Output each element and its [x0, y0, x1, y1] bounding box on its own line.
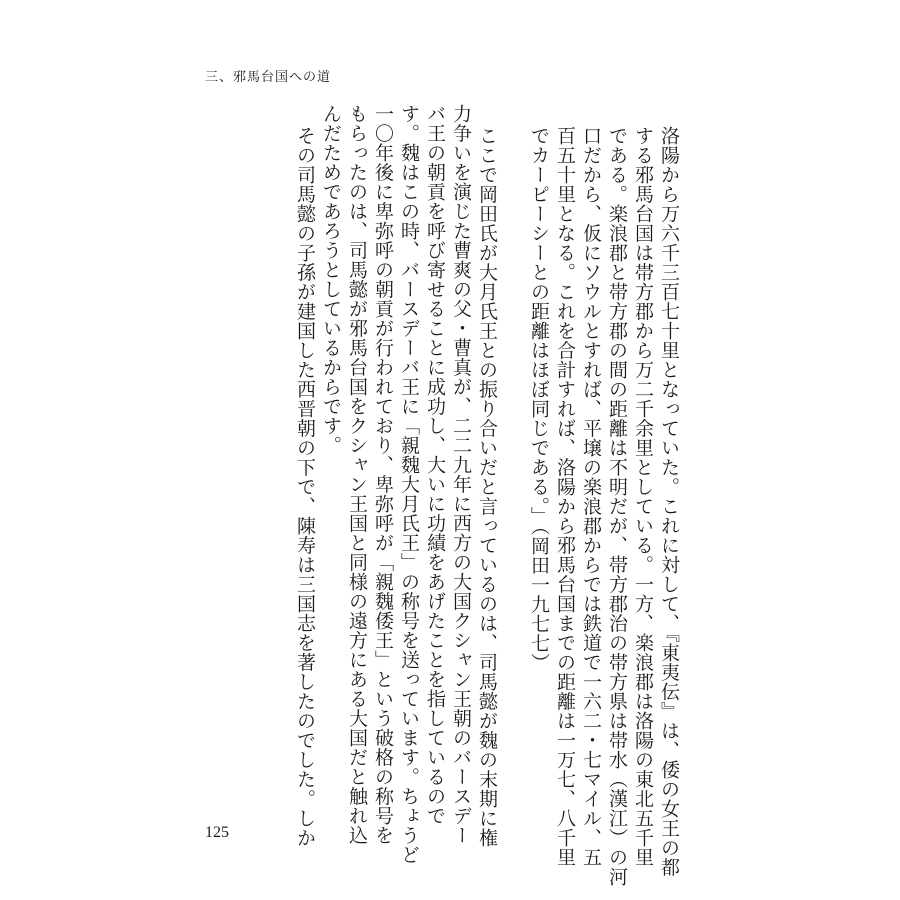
quote-line: でカーピーシーとの距離はほぼ同じである。」（岡田一九七七） [528, 126, 550, 673]
quote-line: 口だから、仮にソウルとすれば、平壌の楽浪郡からでは鉄道で一六二・七マイル、五 [580, 126, 602, 867]
body-line: ここで岡田氏が大月氏王との振り合いだと言っているのは、司馬懿が魏の末期に権 [476, 126, 498, 848]
page-number: 125 [205, 824, 229, 841]
quote-line: 百五十里となる。これを合計すれば、洛陽から邪馬台国までの距離は一万七、八千里 [554, 126, 576, 867]
body-line: 一〇年後に卑弥呼の朝貢が行われており、卑弥呼が「親魏倭王」という破格の称号を [372, 104, 394, 845]
quote-line: である。楽浪郡と帯方郡の間の距離は不明だが、帯方郡治の帯方県は帯水（漢江）の河 [606, 126, 628, 887]
body-line: す。魏はこの時、バースデーバ王に「親魏大月氏王」の称号を送っています。ちょうど [398, 104, 420, 865]
quote-line: する邪馬台国は帯方郡から万二千余里としている。一方、楽浪郡は洛陽の東北五千里 [632, 126, 654, 867]
body-line: んだためであろうとしているからです。 [320, 104, 342, 455]
body-line: もらったのは、司馬懿が邪馬台国をクシャン王国と同様の遠方にある大国だと触れ込 [346, 104, 368, 845]
quote-line: 洛陽から万六千三百七十里となっていた。これに対して、『東夷伝』は、倭の女王の都 [658, 126, 680, 877]
body-line: 力争いを演じた曹爽の父・曹真が、二二九年に西方の大国クシャン王朝のバースデー [450, 104, 472, 845]
body-line: バ王の朝貢を呼び寄せることに成功し、大いに功績をあげたことを指しているので [424, 104, 446, 826]
running-header: 三、邪馬台国への道 [205, 70, 332, 85]
body-line: その司馬懿の子孫が建国した西晋朝の下で、陳寿は三国志を著したのでした。しか [294, 126, 316, 848]
